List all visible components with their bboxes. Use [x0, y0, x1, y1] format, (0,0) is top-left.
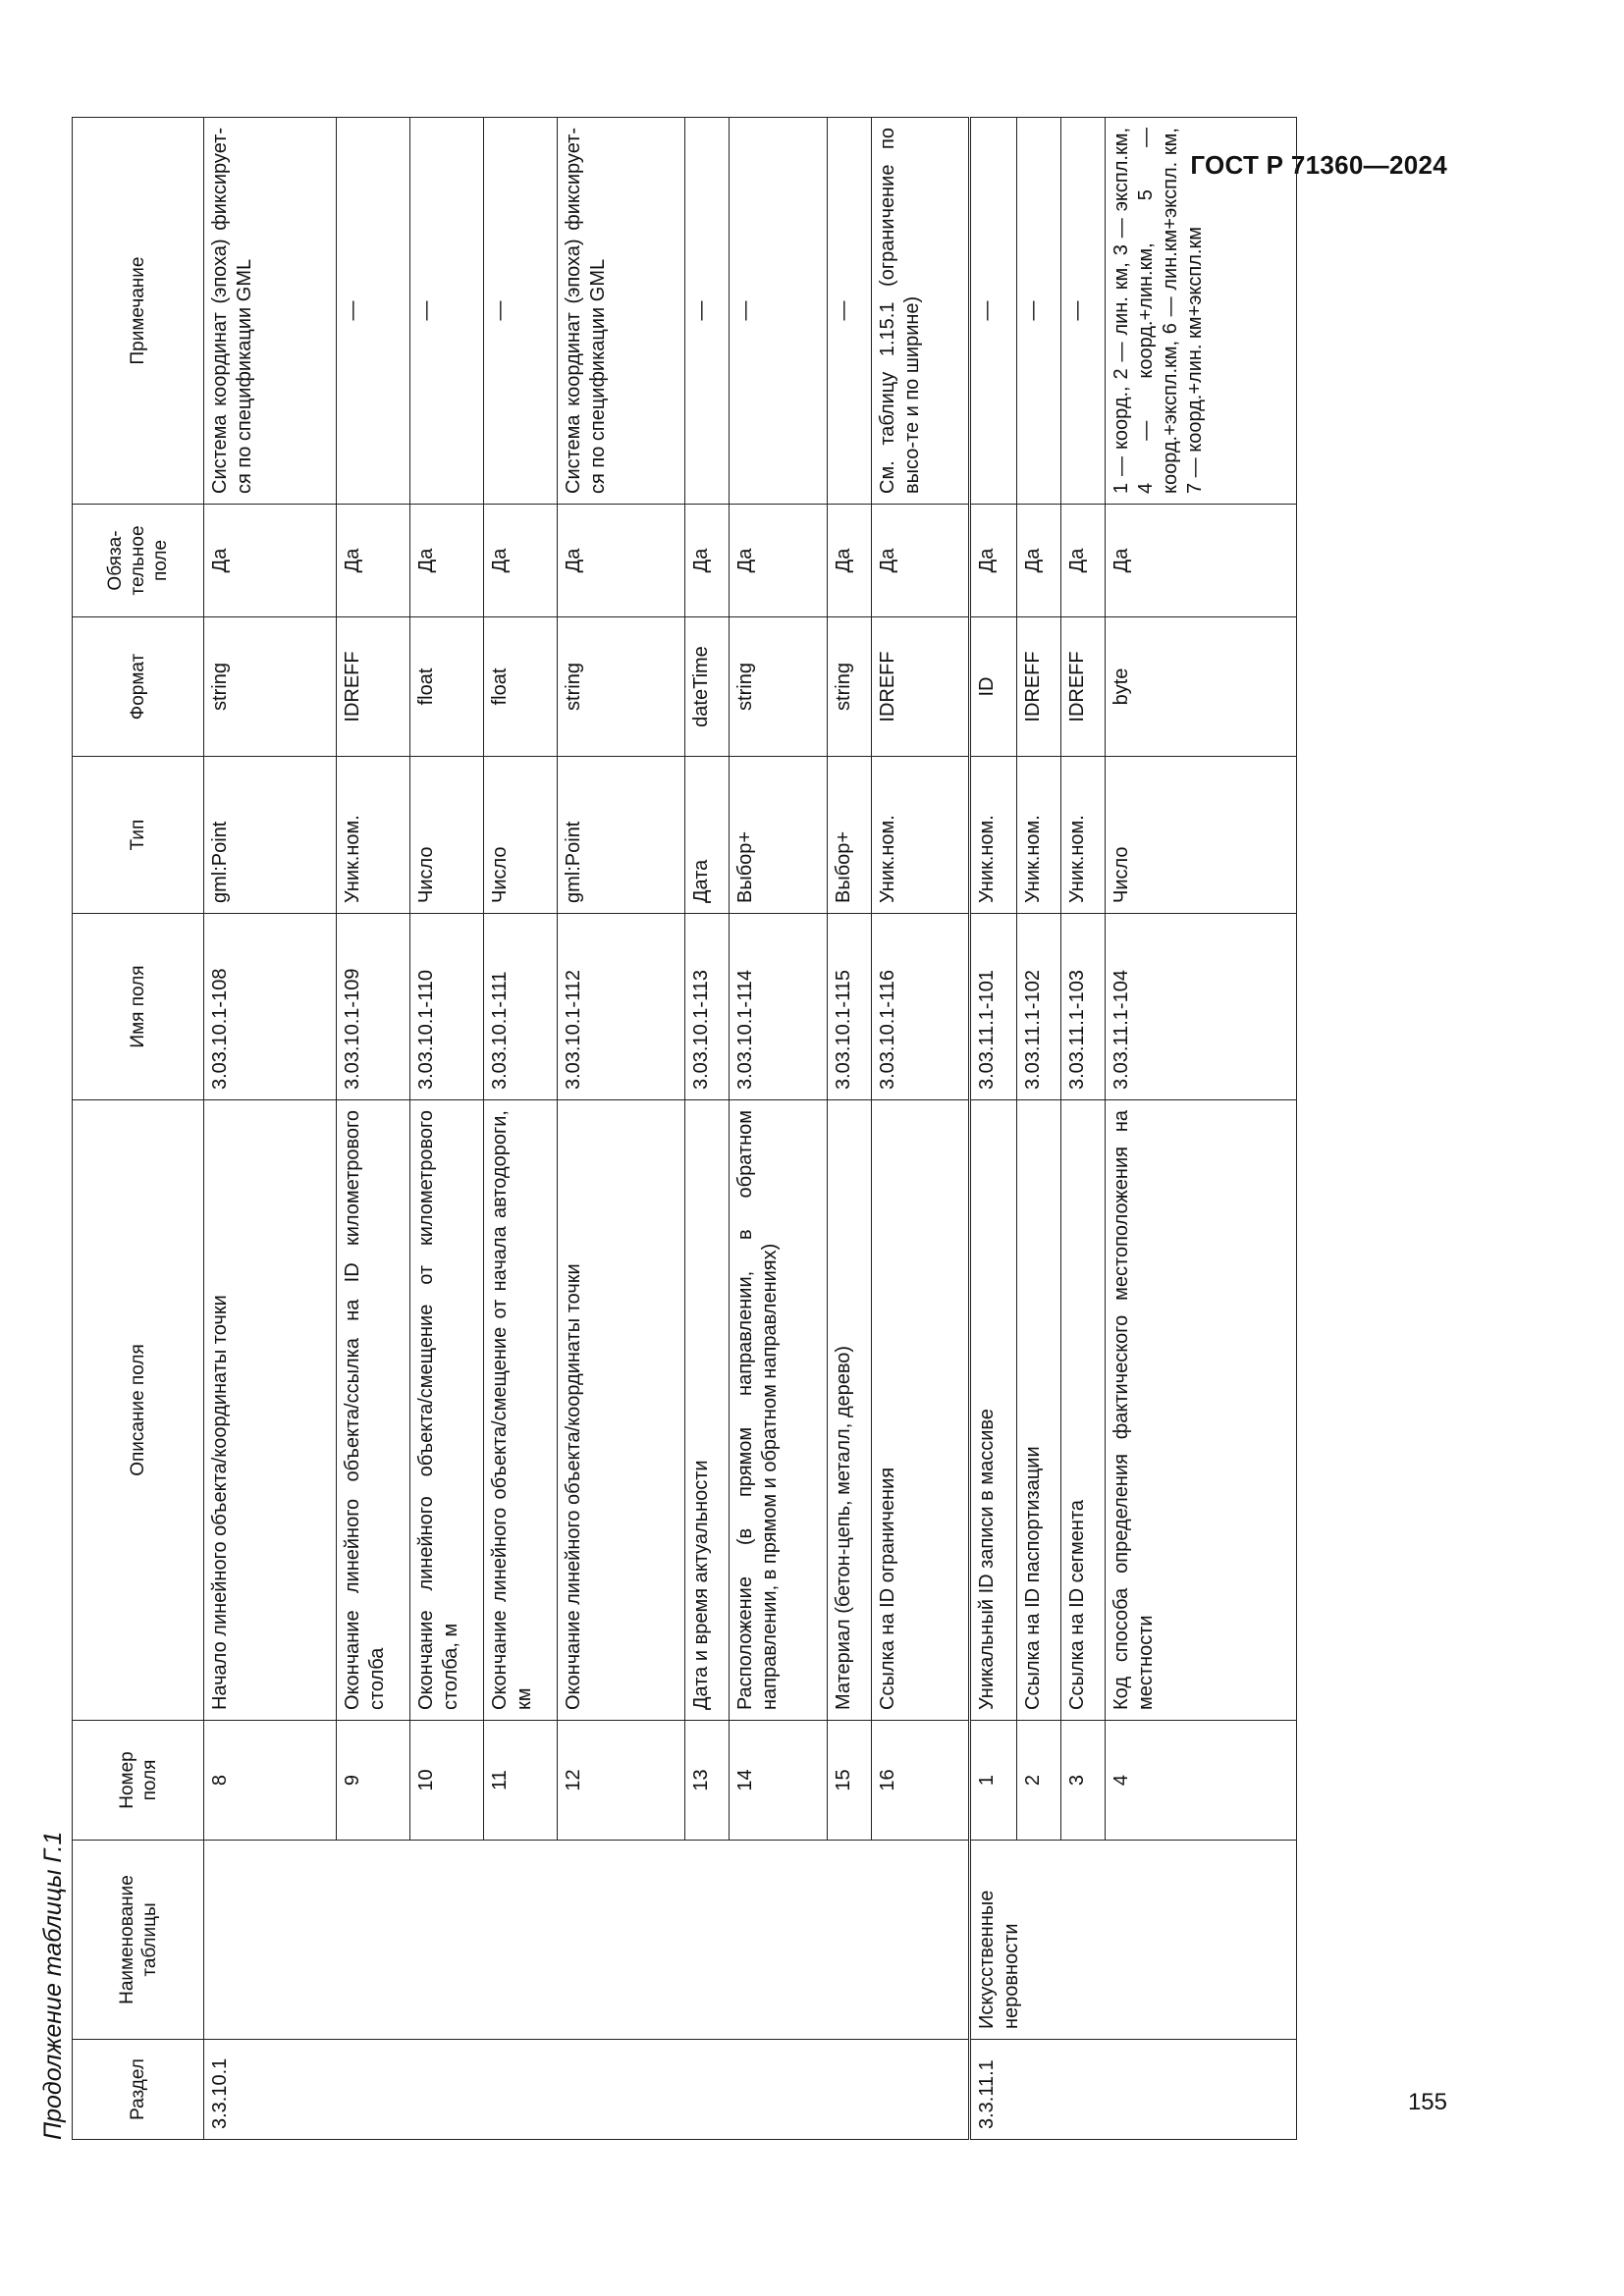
cell-num: 13 [685, 1721, 730, 1841]
cell-desc: Окончание линейного объекта/смещение от километрового столба, м [410, 1100, 484, 1721]
cell-req: Да [484, 505, 558, 617]
cell-format: dateTime [685, 617, 730, 757]
col-header-req: Обяза-тельное поле [73, 505, 204, 617]
cell-num: 1 [970, 1721, 1017, 1841]
cell-field: 3.03.10.1-108 [204, 914, 337, 1100]
cell-type: Число [484, 757, 558, 914]
cell-num: 15 [828, 1721, 872, 1841]
rotated-table-area [39, 118, 1492, 2140]
cell-num: 4 [1106, 1721, 1297, 1841]
cell-name [204, 1841, 970, 2040]
cell-type: Выбор+ [730, 757, 828, 914]
col-header-format: Формат [73, 617, 204, 757]
cell-format: string [828, 617, 872, 757]
table-row [484, 118, 558, 2140]
cell-num: 2 [1017, 1721, 1061, 1841]
cell-req: Да [410, 505, 484, 617]
cell-desc: Ссылка на ID сегмента [1061, 1100, 1106, 1721]
cell-field: 3.03.11.1-101 [970, 914, 1017, 1100]
cell-razdel: 3.3.11.1 [970, 2040, 1297, 2140]
cell-field: 3.03.11.1-104 [1106, 914, 1297, 1100]
cell-field: 3.03.11.1-102 [1017, 914, 1061, 1100]
table-header-row [73, 118, 204, 2140]
table-row [1017, 118, 1061, 2140]
cell-num: 3 [1061, 1721, 1106, 1841]
cell-req: Да [337, 505, 410, 617]
cell-type: Число [410, 757, 484, 914]
cell-format: IDREFF [1017, 617, 1061, 757]
page-number: 155 [1407, 2089, 1447, 2115]
cell-note: — [410, 118, 484, 505]
table-caption: Продолжение таблицы Г.1 [39, 1831, 67, 2140]
table-row [410, 118, 484, 2140]
cell-format: string [730, 617, 828, 757]
cell-field: 3.03.10.1-110 [410, 914, 484, 1100]
table-row [872, 118, 970, 2140]
cell-note: — [730, 118, 828, 505]
table-row [558, 118, 685, 2140]
col-header-note: Примечание [73, 118, 204, 505]
table-row [204, 118, 337, 2140]
table-row [337, 118, 410, 2140]
cell-desc: Окончание линейного объекта/координаты точки [558, 1100, 685, 1721]
cell-desc: Дата и время актуальности [685, 1100, 730, 1721]
cell-type: gml:Point [204, 757, 337, 914]
table-row [1106, 118, 1297, 2140]
cell-field: 3.03.11.1-103 [1061, 914, 1106, 1100]
cell-req: Да [1061, 505, 1106, 617]
col-header-desc: Описание поля [73, 1100, 204, 1721]
cell-req: Да [730, 505, 828, 617]
cell-desc: Материал (бетон-цепь, металл, дерево) [828, 1100, 872, 1721]
document-header: ГОСТ Р 71360—2024 [1190, 150, 1447, 180]
col-header-field: Имя поля [73, 914, 204, 1100]
cell-note: Система координат (эпоха) фиксирует-ся по спецификации GML [558, 118, 685, 505]
cell-note: — [1061, 118, 1106, 505]
cell-note: — [828, 118, 872, 505]
cell-field: 3.03.10.1-111 [484, 914, 558, 1100]
cell-razdel: 3.3.10.1 [204, 2040, 970, 2140]
cell-note: См. таблицу 1.15.1 (ограничение по высо-те и по ширине) [872, 118, 970, 505]
cell-type: Уник.ном. [1017, 757, 1061, 914]
cell-desc: Код способа определения фактического местоположения на местности [1106, 1100, 1297, 1721]
cell-note: 1 — коорд., 2 — лин. км, 3 — экспл.км, 4 — коорд.+лин.км, 5 — коорд.+экспл.км, 6 — лин.км+экспл. км, 7 — коорд.+лин. км+экспл.км [1106, 118, 1297, 505]
table-row [730, 118, 828, 2140]
cell-note: — [1017, 118, 1061, 505]
cell-desc: Окончание линейного объекта/ссылка на ID километрового столба [337, 1100, 410, 1721]
cell-type: Уник.ном. [970, 757, 1017, 914]
cell-format: IDREFF [872, 617, 970, 757]
cell-desc: Начало линейного объекта/координаты точки [204, 1100, 337, 1721]
cell-req: Да [970, 505, 1017, 617]
cell-desc: Ссылка на ID ограничения [872, 1100, 970, 1721]
cell-type: Уник.ном. [337, 757, 410, 914]
cell-format: string [558, 617, 685, 757]
cell-num: 8 [204, 1721, 337, 1841]
cell-type: Дата [685, 757, 730, 914]
cell-type: Число [1106, 757, 1297, 914]
cell-num: 12 [558, 1721, 685, 1841]
cell-note: Система координат (эпоха) фиксирует-ся по спецификации GML [204, 118, 337, 505]
col-header-name: Наименование таблицы [73, 1841, 204, 2040]
cell-type: Выбор+ [828, 757, 872, 914]
cell-type: gml:Point [558, 757, 685, 914]
cell-num: 16 [872, 1721, 970, 1841]
cell-field: 3.03.10.1-115 [828, 914, 872, 1100]
col-header-num: Номер поля [73, 1721, 204, 1841]
cell-format: IDREFF [337, 617, 410, 757]
col-header-razdel: Раздел [73, 2040, 204, 2140]
cell-field: 3.03.10.1-109 [337, 914, 410, 1100]
cell-desc: Уникальный ID записи в массиве [970, 1100, 1017, 1721]
cell-req: Да [204, 505, 337, 617]
cell-req: Да [1106, 505, 1297, 617]
cell-req: Да [558, 505, 685, 617]
cell-req: Да [828, 505, 872, 617]
cell-note: — [337, 118, 410, 505]
cell-format: string [204, 617, 337, 757]
cell-format: IDREFF [1061, 617, 1106, 757]
cell-type: Уник.ном. [872, 757, 970, 914]
cell-format: float [410, 617, 484, 757]
cell-field: 3.03.10.1-114 [730, 914, 828, 1100]
cell-req: Да [872, 505, 970, 617]
table-row [1061, 118, 1106, 2140]
cell-note: — [970, 118, 1017, 505]
cell-format: ID [970, 617, 1017, 757]
cell-note: — [685, 118, 730, 505]
cell-field: 3.03.10.1-113 [685, 914, 730, 1100]
cell-num: 14 [730, 1721, 828, 1841]
cell-format: byte [1106, 617, 1297, 757]
cell-desc: Расположение (в прямом направлении, в обратном направлении, в прямом и обратном направлениях) [730, 1100, 828, 1721]
table-row [685, 118, 730, 2140]
cell-type: Уник.ном. [1061, 757, 1106, 914]
cell-name: Искусственные неровности [970, 1841, 1297, 2040]
cell-field: 3.03.10.1-112 [558, 914, 685, 1100]
cell-num: 9 [337, 1721, 410, 1841]
table-row [828, 118, 872, 2140]
cell-desc: Ссылка на ID паспортизации [1017, 1100, 1061, 1721]
table-g1 [72, 117, 1297, 2140]
cell-note: — [484, 118, 558, 505]
cell-req: Да [685, 505, 730, 617]
col-header-type: Тип [73, 757, 204, 914]
cell-num: 11 [484, 1721, 558, 1841]
cell-format: float [484, 617, 558, 757]
table-row [970, 118, 1017, 2140]
cell-desc: Окончание линейного объекта/смещение от начала автодороги, км [484, 1100, 558, 1721]
cell-num: 10 [410, 1721, 484, 1841]
cell-req: Да [1017, 505, 1061, 617]
cell-field: 3.03.10.1-116 [872, 914, 970, 1100]
